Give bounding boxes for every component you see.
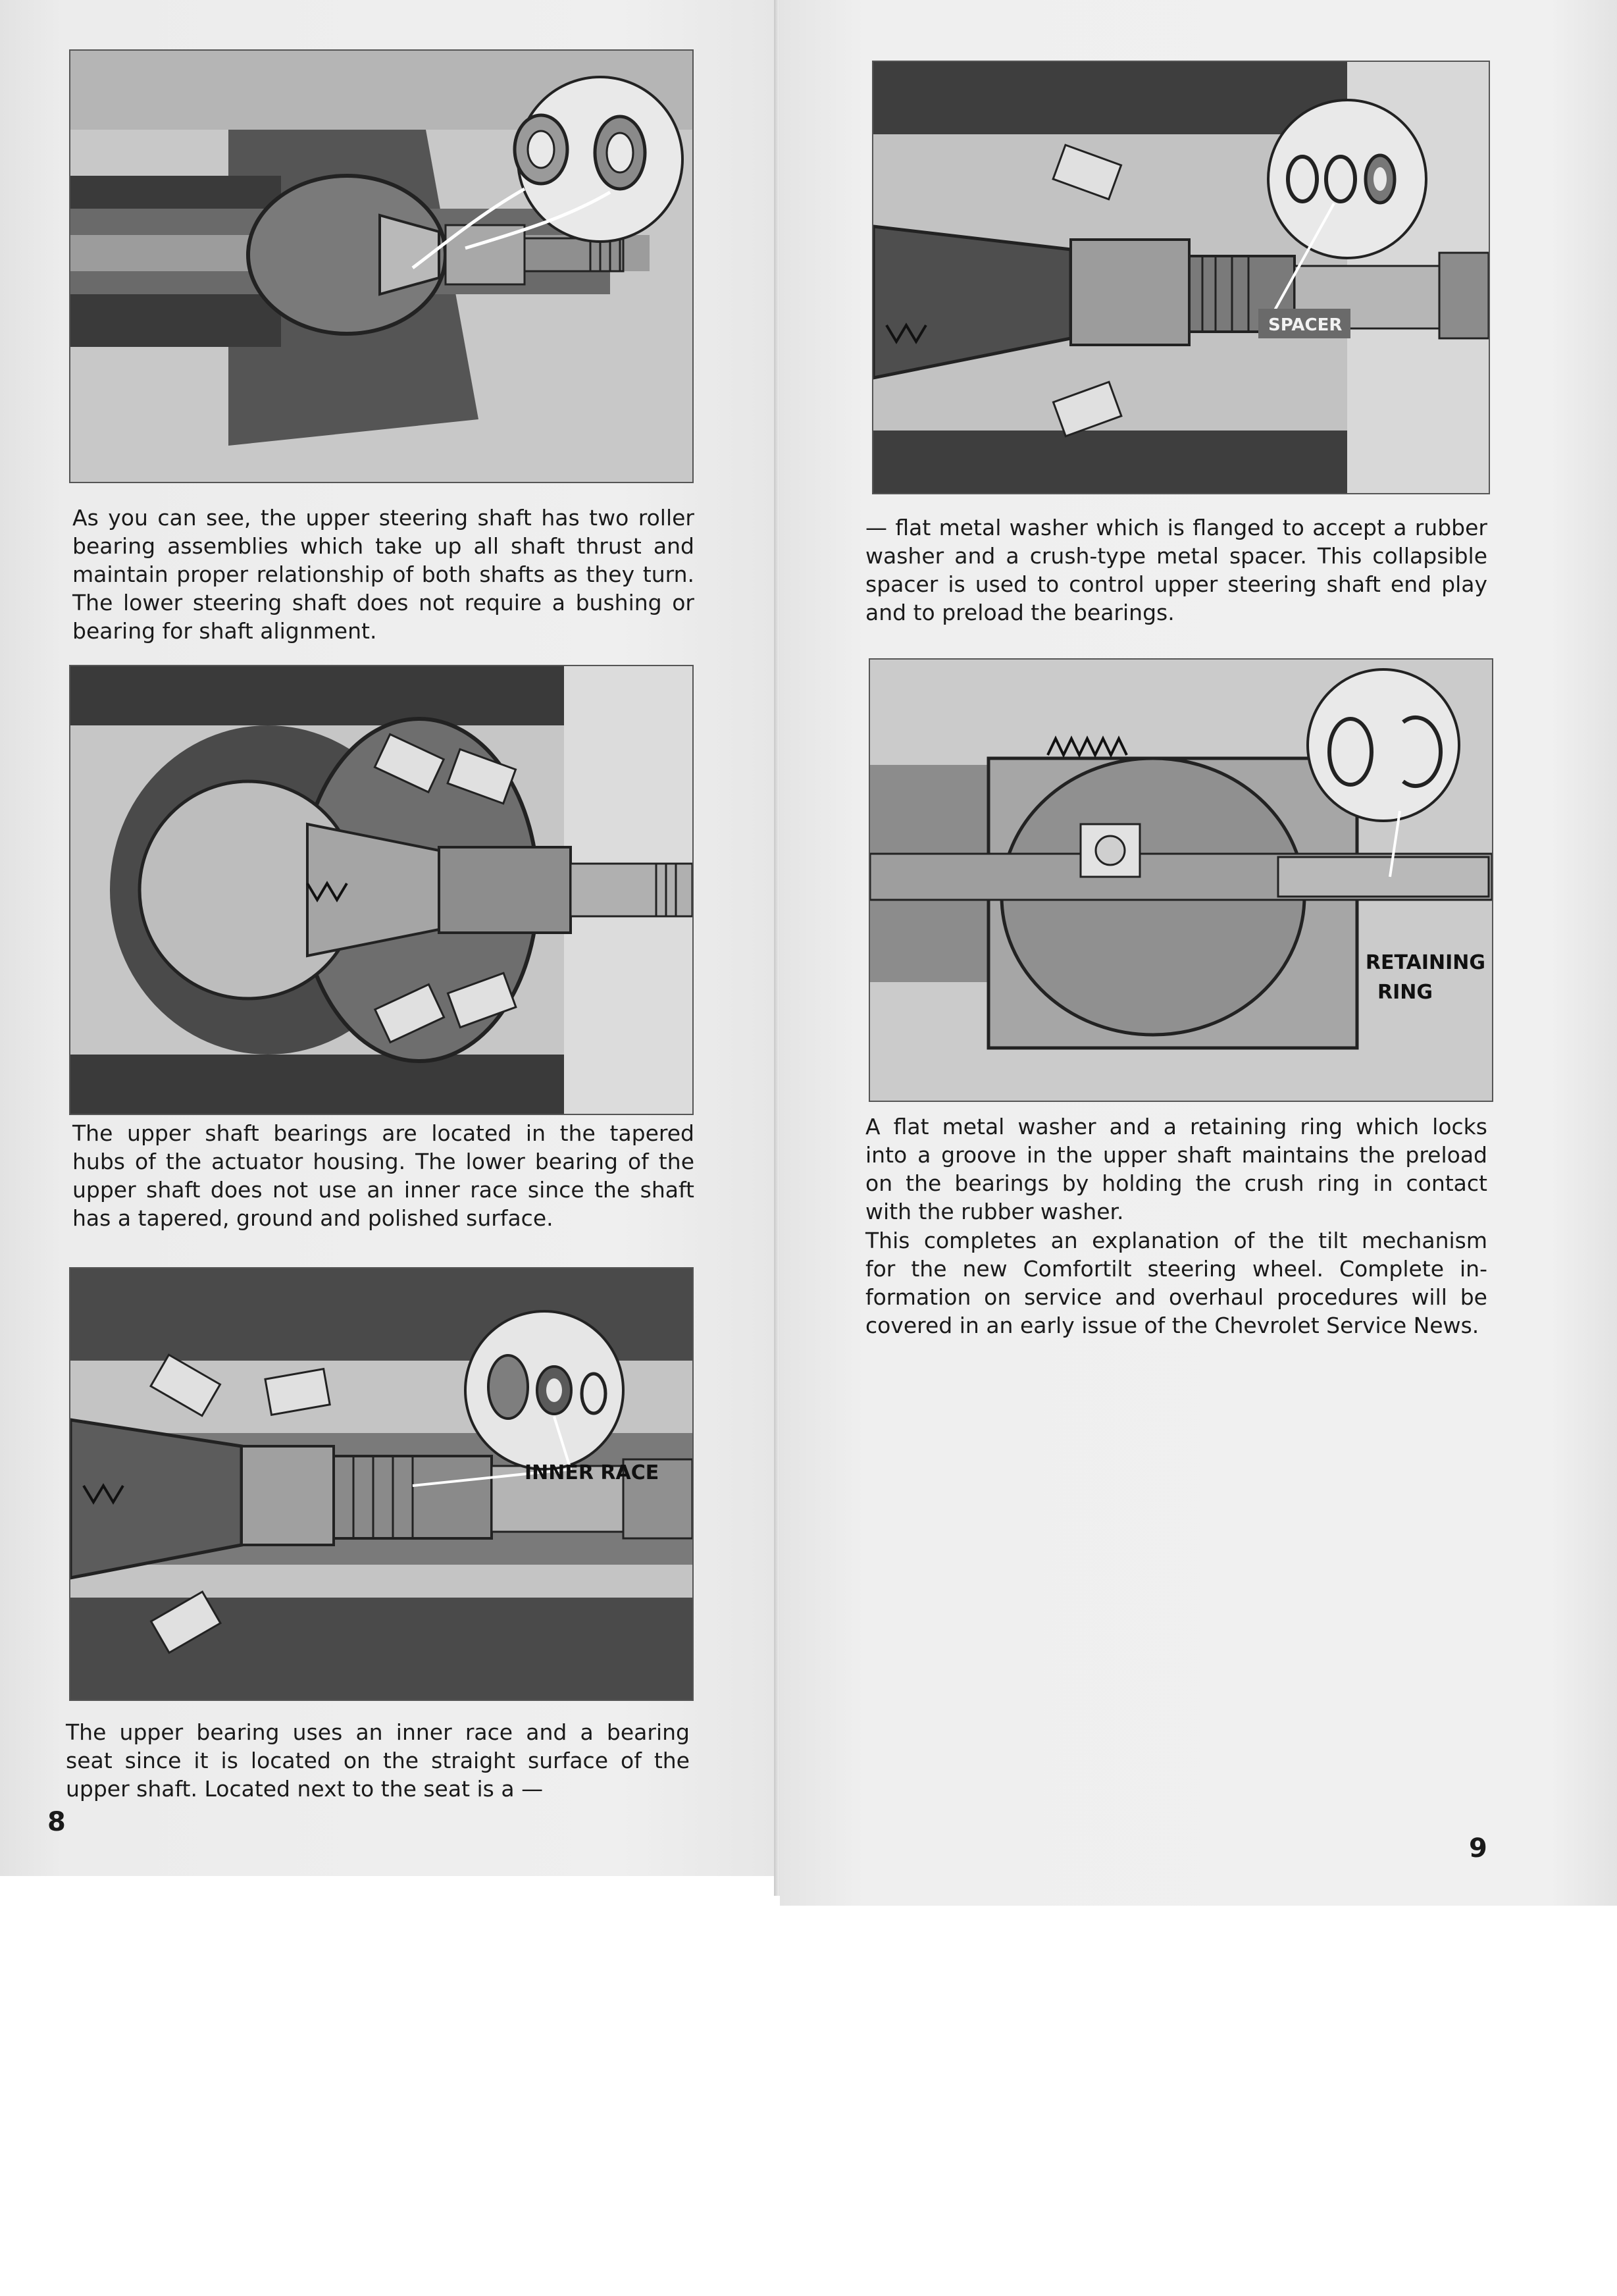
retaining-label-line1: RETAINING xyxy=(1365,951,1485,974)
illustration-retaining-ring xyxy=(869,658,1493,1102)
caption-inner-race: The upper bearing uses an inner race and a bearing seat since it is located on the straight surface of the upper shaft. Located next to the seat is a — xyxy=(66,1719,690,1802)
illustration-roller-bearings xyxy=(69,49,694,483)
page-number-left: 8 xyxy=(47,1807,66,1837)
inner-race-label: INNER RACE xyxy=(525,1461,659,1484)
upper-bearing-drawing xyxy=(70,1268,692,1700)
caption-spacer: — flat metal washer which is flanged to accept a rubber washer and a crush-type metal spacer. This collapsible spacer is used to control upper steering shaft end play and to preload the bearings. xyxy=(865,515,1487,625)
spacer-label: SPACER xyxy=(1268,315,1343,335)
crush-spacer-drawing xyxy=(873,62,1489,493)
page-number-right: 9 xyxy=(1469,1833,1487,1864)
actuator-housing-drawing xyxy=(70,666,692,1114)
steering-shaft-bearings-drawing xyxy=(70,51,692,482)
caption-roller-bearings: As you can see, the upper steering shaft has two roller bearing assemblies which take up all shaft thrust and maintain proper relationship of both shafts as they turn. The lower steering shaft does not require a bushing or bearing for shaft alignment. xyxy=(72,505,694,644)
caption-retaining-ring: A flat metal washer and a retaining ring which locks into a groove in the upper shaft maintains the preload on the bearings by holding the crush ring in contact with the rubber washer. xyxy=(865,1114,1487,1224)
illustration-inner-race xyxy=(69,1267,694,1701)
illustration-spacer xyxy=(872,61,1490,494)
caption-tapered-hubs: The upper shaft bearings are located in the tapered hubs of the actuator housing. The lower bearing of the upper shaft does not use an inner race since the shaft has a tapered, ground and polished surface. xyxy=(72,1120,694,1231)
retaining-label-line2: RING xyxy=(1377,981,1433,1004)
retaining-ring-drawing xyxy=(870,660,1492,1101)
illustration-tapered-hubs xyxy=(69,665,694,1115)
caption-conclusion: This completes an explanation of the tilt mechanism for the new Comfortilt steering wheel. Complete in- formation on service and overhaul procedures will be covered in an early issue of the Chevrolet Service News. xyxy=(865,1228,1487,1338)
